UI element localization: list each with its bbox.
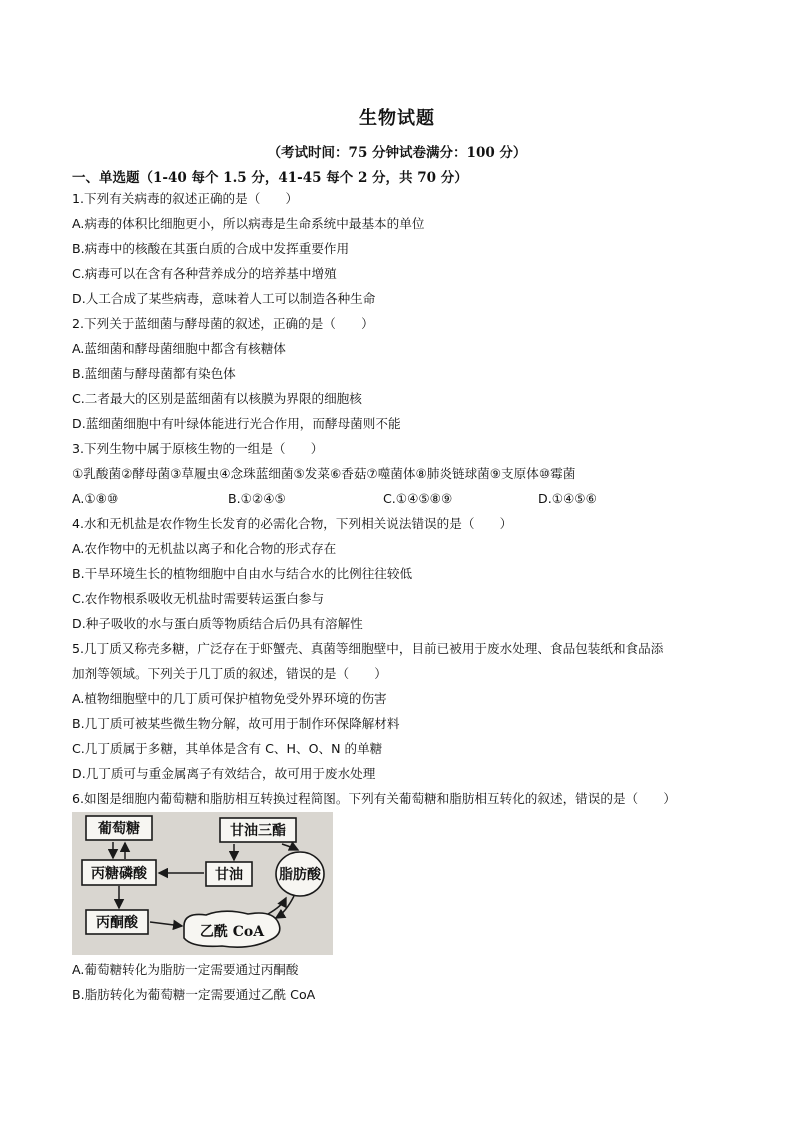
question-3-stem: 3.下列生物中属于原核生物的一组是（ ） <box>72 441 324 456</box>
question-1-option-a[interactable]: A.病毒的体积比细胞更小，所以病毒是生命系统中最基本的单位 <box>72 216 425 231</box>
arrow-triglyceride-to-fatty-acid <box>282 844 298 850</box>
question-4-option-c[interactable]: C.农作物根系吸收无机盐时需要转运蛋白参与 <box>72 591 325 606</box>
acetyl-coa-label: 乙酰 CoA <box>199 924 265 940</box>
question-2-option-d[interactable]: D.蓝细菌细胞中有叶绿体能进行光合作用，而酵母菌则不能 <box>72 416 401 431</box>
question-5-stem: 5.几丁质又称壳多糖，广泛存在于虾蟹壳、真菌等细胞壁中，目前已被用于废水处理、食品包装纸和食品添 <box>72 641 664 656</box>
question-2-option-c[interactable]: C.二者最大的区别是蓝细菌有以核膜为界限的细胞核 <box>72 391 362 406</box>
question-6-stem: 6.如图是细胞内葡萄糖和脂肪相互转换过程简图。下列有关葡萄糖和脂肪相互转化的叙述，错误的是（ ） <box>72 791 676 806</box>
arrow-pyruvate-to-acetyl-coa <box>150 922 182 926</box>
glucose-fat-conversion-figure <box>72 812 333 955</box>
exam-info: （考试时间：75 分钟试卷满分：100 分） <box>267 145 527 161</box>
question-6-option-b[interactable]: B.脂肪转化为葡萄糖一定需要通过乙酰 CoA <box>72 987 316 1002</box>
question-4-option-d[interactable]: D.种子吸收的水与蛋白质等物质结合后仍具有溶解性 <box>72 616 363 631</box>
question-2-option-b[interactable]: B.蓝细菌与酵母菌都有染色体 <box>72 366 236 381</box>
question-2-stem: 2.下列关于蓝细菌与酵母菌的叙述，正确的是（ ） <box>72 316 374 331</box>
question-3-option-d[interactable]: D.①④⑤⑥ <box>538 491 597 506</box>
pyruvate-label: 丙酮酸 <box>96 915 138 931</box>
question-3-organism-list: ①乳酸菌②酵母菌③草履虫④念珠蓝细菌⑤发菜⑥香菇⑦噬菌体⑧肺炎链球菌⑨支原体⑩霉菌 <box>72 466 576 481</box>
triglyceride-label: 甘油三酯 <box>230 823 286 839</box>
section-heading: 一、单选题（1-40 每个 1.5 分，41-45 每个 2 分，共 70 分） <box>72 170 468 186</box>
question-5-option-b[interactable]: B.几丁质可被某些微生物分解，故可用于制作环保降解材料 <box>72 716 400 731</box>
question-5-option-d[interactable]: D.几丁质可与重金属离子有效结合，故可用于废水处理 <box>72 766 376 781</box>
question-4-option-a[interactable]: A.农作物中的无机盐以离子和化合物的形式存在 <box>72 541 337 556</box>
question-3-option-b[interactable]: B.①②④⑤ <box>228 491 286 506</box>
question-2-option-a[interactable]: A.蓝细菌和酵母菌细胞中都含有核糖体 <box>72 341 286 356</box>
question-3-option-c[interactable]: C.①④⑤⑧⑨ <box>383 491 453 506</box>
fatty-acid-label: 脂肪酸 <box>279 867 321 883</box>
question-6-option-a[interactable]: A.葡萄糖转化为脂肪一定需要通过丙酮酸 <box>72 962 299 977</box>
question-5-option-a[interactable]: A.植物细胞壁中的几丁质可保护植物免受外界环境的伤害 <box>72 691 387 706</box>
page-title: 生物试题 <box>359 108 435 129</box>
question-1-option-b[interactable]: B.病毒中的核酸在其蛋白质的合成中发挥重要作用 <box>72 241 350 256</box>
question-3-option-a[interactable]: A.①⑧⑩ <box>72 491 119 506</box>
question-1-option-c[interactable]: C.病毒可以在含有各种营养成分的培养基中增殖 <box>72 266 337 281</box>
glycerol-label: 甘油 <box>215 867 243 883</box>
g3p-label: 丙糖磷酸 <box>91 866 147 882</box>
question-5-stem-continued: 加剂等领域。下列关于几丁质的叙述，错误的是（ ） <box>72 666 387 681</box>
question-4-option-b[interactable]: B.干旱环境生长的植物细胞中自由水与结合水的比例往往较低 <box>72 566 413 581</box>
question-5-option-c[interactable]: C.几丁质属于多糖，其单体是含有 C、H、O、N 的单糖 <box>72 741 383 756</box>
question-4-stem: 4.水和无机盐是农作物生长发育的必需化合物，下列相关说法错误的是（ ） <box>72 516 513 531</box>
question-1-stem: 1.下列有关病毒的叙述正确的是（ ） <box>72 191 299 206</box>
conversion-diagram <box>72 812 333 955</box>
question-1-option-d[interactable]: D.人工合成了某些病毒，意味着人工可以制造各种生命 <box>72 291 376 306</box>
glucose-label: 葡萄糖 <box>98 821 140 837</box>
